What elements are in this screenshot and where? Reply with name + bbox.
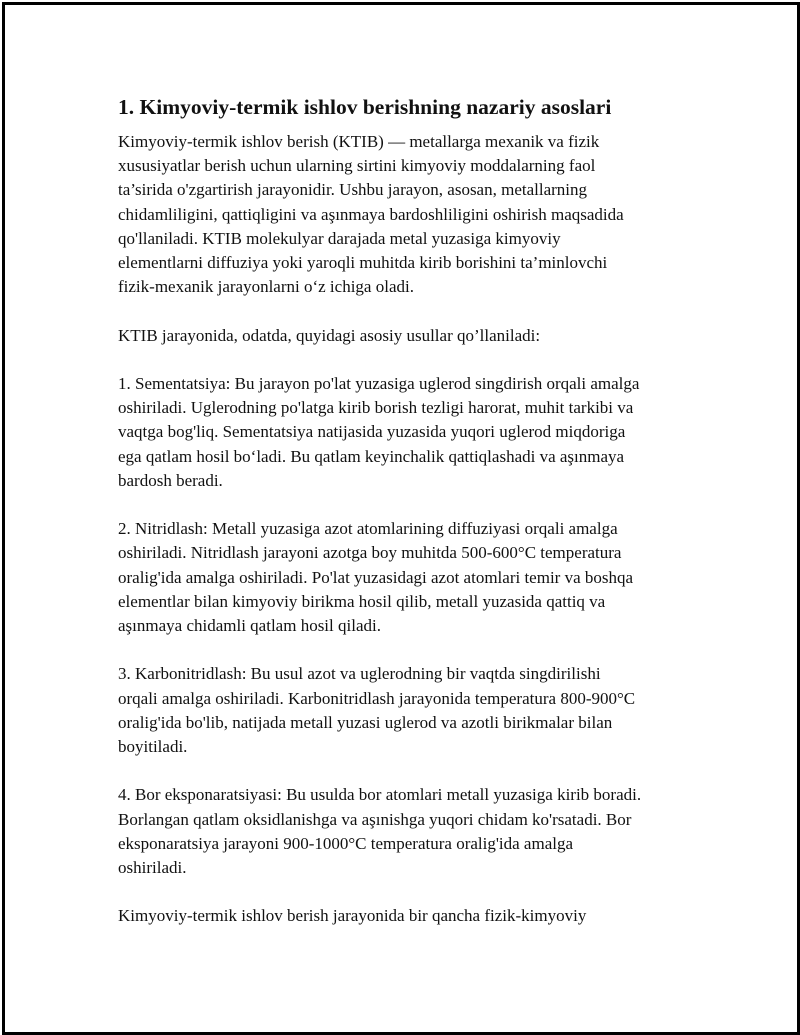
paragraph-spacer: [118, 880, 718, 904]
text-line: aşınmaya chidamli qatlam hosil qiladi.: [118, 616, 381, 636]
paragraph: [118, 904, 718, 928]
paragraph: [118, 783, 718, 880]
text-line: qo'llaniladi. KTIB molekulyar darajada metal yuzasiga kimyoviy: [118, 228, 561, 248]
paragraph: [118, 324, 718, 348]
text-line: Kimyoviy-termik ishlov berish jarayonida bir qancha fizik-kimyoviy: [118, 906, 587, 926]
paragraph: [118, 517, 718, 638]
text-line: elementlarni diffuziya yoki yaroqli muhitda kirib borishini ta’minlovchi: [118, 253, 608, 273]
paragraph-spacer: [118, 638, 718, 662]
text-line: KTIB jarayonida, odatda, quyidagi asosiy usullar qo’llaniladi:: [118, 325, 541, 345]
text-line: bardosh beradi.: [118, 470, 223, 490]
text-line: 1. Sementatsiya: Bu jarayon po'lat yuzasiga uglerod singdirish orqali amalga: [118, 374, 640, 393]
text-line: boyitiladi.: [118, 737, 188, 757]
text-line: Kimyoviy-termik ishlov berish (KTIB) — metallarga mexanik va fizik: [118, 132, 600, 151]
paragraph-spacer: [118, 348, 718, 372]
text-line: ega qatlam hosil bo‘ladi. Bu qatlam keyinchalik qattiqlashadi va aşınmaya: [118, 446, 625, 466]
paragraph-container: [118, 130, 718, 929]
text-line: 3. Karbonitridlash: Bu usul azot va uglerodning bir vaqtda singdirilishi: [118, 664, 601, 684]
paragraph-spacer: [118, 299, 718, 323]
text-line: 4. Bor eksponaratsiyasi: Bu usulda bor atomlari metall yuzasiga kirib boradi.: [118, 785, 642, 805]
text-line: ta’sirida o'zgartirish jarayonidir. Ushbu jarayon, asosan, metallarning: [118, 180, 588, 200]
text-line: elementlar bilan kimyoviy birikma hosil qilib, metall yuzasida qattiq va: [118, 591, 606, 611]
text-line: oralig'ida amalga oshiriladi. Po'lat yuzasidagi azot atomlari temir va boshqa: [118, 567, 634, 587]
paragraph: [118, 662, 718, 759]
text-line: chidamliligini, qattiqligini va aşınmaya bardoshliligini oshirish maqsadida: [118, 204, 624, 224]
text-line: oshiriladi. Uglerodning po'latga kirib borish tezligi harorat, muhit tarkibi va: [118, 398, 634, 418]
text-line: oralig'ida bo'lib, natijada metall yuzasi uglerod va azotli birikmalar bilan: [118, 712, 613, 732]
text-line: vaqtga bog'liq. Sementatsiya natijasida yuzasida yuqori uglerod miqdoriga: [118, 422, 626, 442]
paragraph-spacer: [118, 493, 718, 517]
section-title: 1. Kimyoviy-termik ishlov berishning nazariy asoslari: [118, 95, 612, 119]
text-line: 2. Nitridlash: Metall yuzasiga azot atomlarining diffuziyasi orqali amalga: [118, 519, 618, 539]
text-line: xususiyatlar berish uchun ularning sirtini kimyoviy moddalarning faol: [118, 156, 596, 176]
document-body: [118, 92, 718, 929]
paragraph-spacer: [118, 759, 718, 783]
text-line: oshiriladi. Nitridlash jarayoni azotga boy muhitda 500-600°C temperatura: [118, 543, 622, 563]
text-line: orqali amalga oshiriladi. Karbonitridlash jarayonida temperatura 800-900°C: [118, 688, 636, 708]
text-line: oshiriladi.: [118, 858, 187, 878]
paragraph: [118, 130, 718, 299]
text-line: Borlangan qatlam oksidlanishga va aşınishga yuqori chidam ko'rsatadi. Bor: [118, 809, 632, 829]
paragraph: [118, 372, 718, 493]
text-line: fizik-mexanik jarayonlarni o‘z ichiga oladi.: [118, 277, 414, 297]
text-line: eksponaratsiya jarayoni 900-1000°C temperatura oralig'ida amalga: [118, 833, 574, 853]
